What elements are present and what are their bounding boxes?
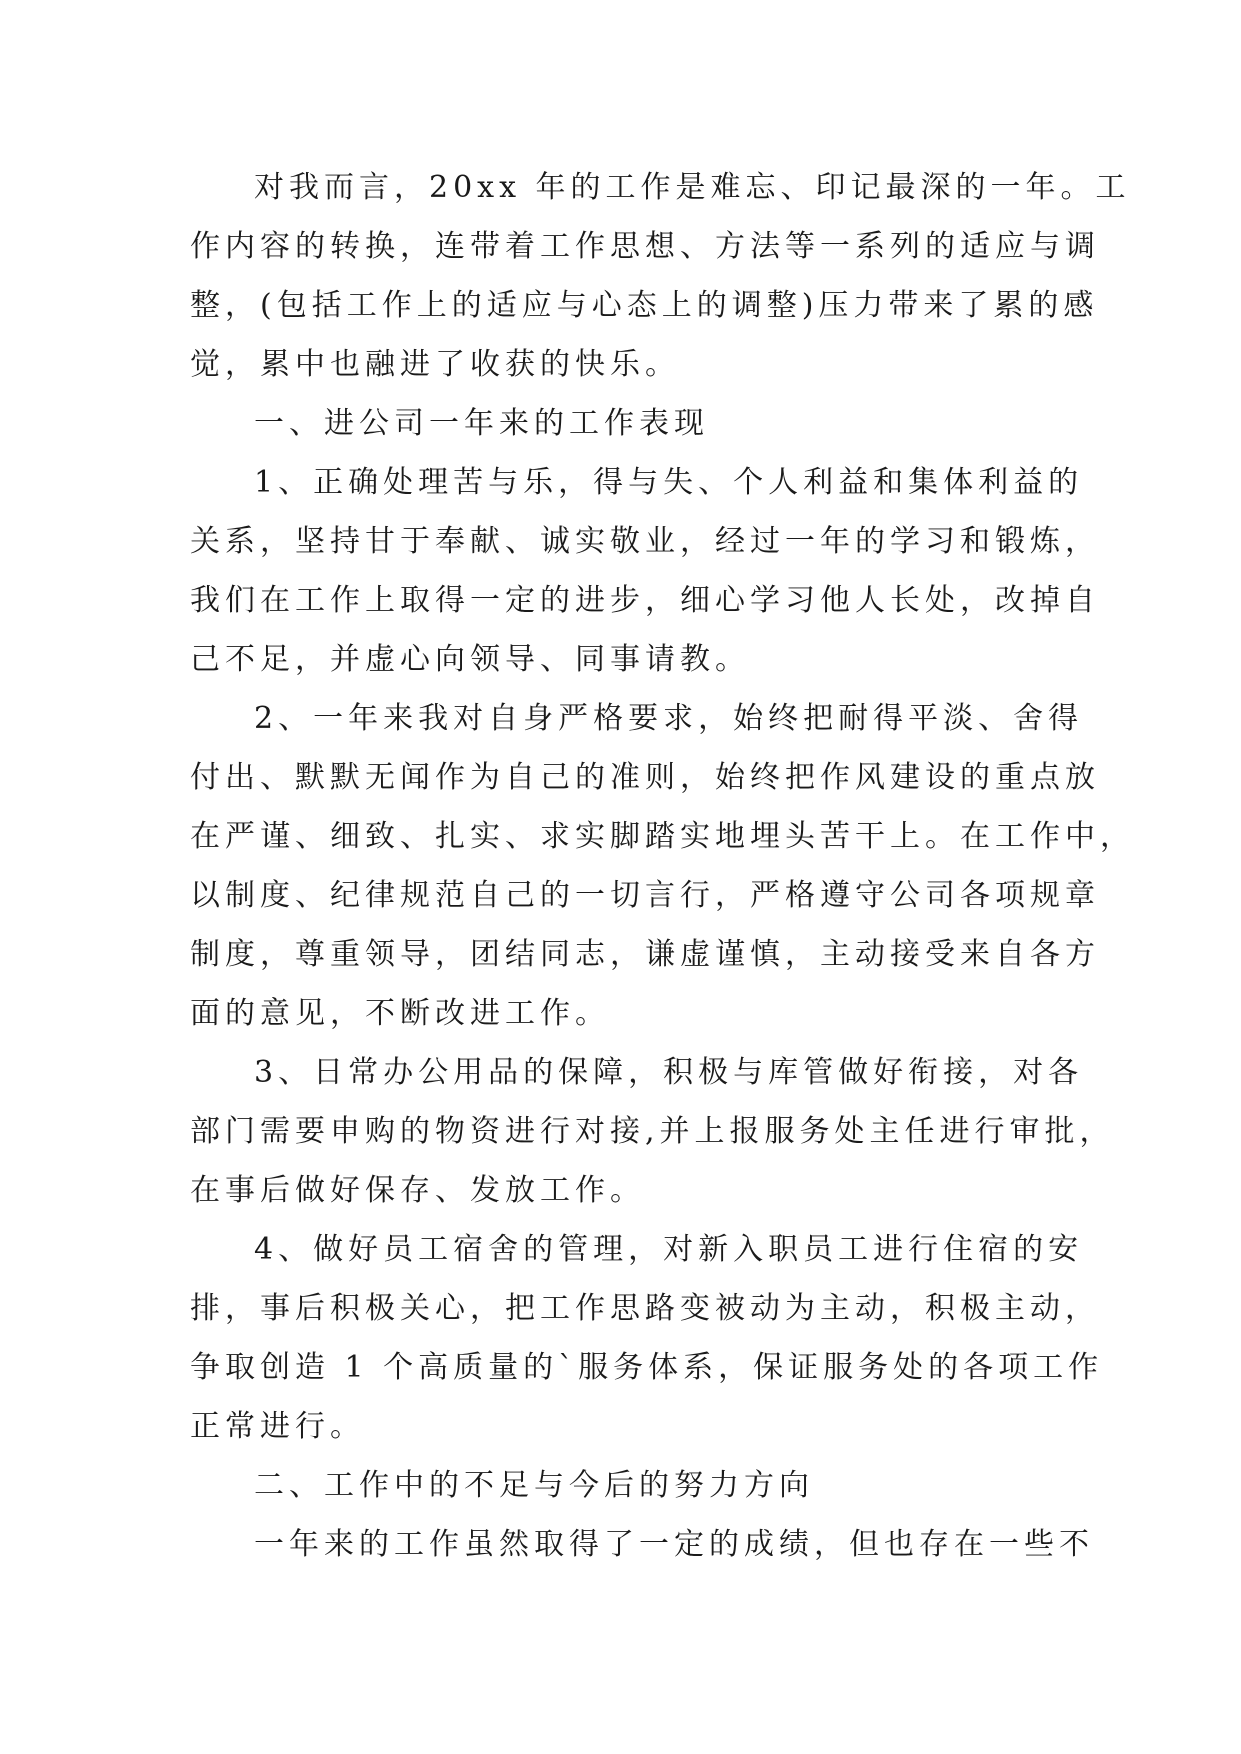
paragraph-line: 1、正确处理苦与乐，得与失、个人利益和集体利益的 <box>254 465 1084 500</box>
paragraph-line: 4、做好员工宿舍的管理，对新入职员工进行住宿的安 <box>254 1232 1084 1267</box>
paragraph-line: 觉，累中也融进了收获的快乐。 <box>190 347 680 382</box>
document-body <box>190 158 1135 1574</box>
paragraph-item-3 <box>190 1043 1115 1220</box>
paragraph-line: 对我而言，20xx 年的工作是难忘、印记最深的一年。工 <box>254 170 1131 205</box>
paragraph-line: 正常进行。 <box>190 1409 365 1444</box>
section-heading: 一、进公司一年来的工作表现 <box>254 406 709 441</box>
paragraph-closing <box>190 1515 1094 1574</box>
paragraph-item-1 <box>190 453 1100 689</box>
section-heading-1 <box>190 394 1052 453</box>
paragraph-line: 付出、默默无闻作为自己的准则，始终把作风建设的重点放 <box>190 760 1100 795</box>
paragraph-line: 在严谨、细致、扎实、求实脚踏实地埋头苦干上。在工作中， <box>190 819 1135 854</box>
paragraph-line: 以制度、纪律规范自己的一切言行，严格遵守公司各项规章 <box>190 878 1100 913</box>
paragraph-line: 己不足，并虚心向领导、同事请教。 <box>190 642 750 677</box>
paragraph-line: 我们在工作上取得一定的进步，细心学习他人长处，改掉自 <box>190 583 1100 618</box>
section-heading-2 <box>190 1456 1052 1515</box>
section-heading: 二、工作中的不足与今后的努力方向 <box>254 1468 814 1503</box>
paragraph-line: 整，(包括工作上的适应与心态上的调整)压力带来了累的感 <box>190 288 1099 323</box>
paragraph-line: 部门需要申购的物资进行对接,并上报服务处主任进行审批， <box>190 1114 1115 1149</box>
paragraph-line: 制度，尊重领导，团结同志，谦虚谨慎，主动接受来自各方 <box>190 937 1100 972</box>
paragraph-intro <box>190 158 1131 394</box>
paragraph-item-2 <box>190 689 1135 1043</box>
paragraph-item-4 <box>190 1220 1104 1456</box>
paragraph-line: 争取创造 1 个高质量的`服务体系，保证服务处的各项工作 <box>190 1350 1104 1385</box>
paragraph-line: 面的意见，不断改进工作。 <box>190 996 610 1031</box>
paragraph-line: 2、一年来我对自身严格要求，始终把耐得平淡、舍得 <box>254 701 1084 736</box>
paragraph-line: 关系，坚持甘于奉献、诚实敬业，经过一年的学习和锻炼， <box>190 524 1100 559</box>
paragraph-line: 排，事后积极关心，把工作思路变被动为主动，积极主动， <box>190 1291 1100 1326</box>
paragraph-line: 3、日常办公用品的保障，积极与库管做好衔接，对各 <box>254 1055 1084 1090</box>
paragraph-line: 在事后做好保存、发放工作。 <box>190 1173 645 1208</box>
paragraph-line: 一年来的工作虽然取得了一定的成绩，但也存在一些不 <box>254 1527 1094 1562</box>
paragraph-line: 作内容的转换，连带着工作思想、方法等一系列的适应与调 <box>190 229 1100 264</box>
